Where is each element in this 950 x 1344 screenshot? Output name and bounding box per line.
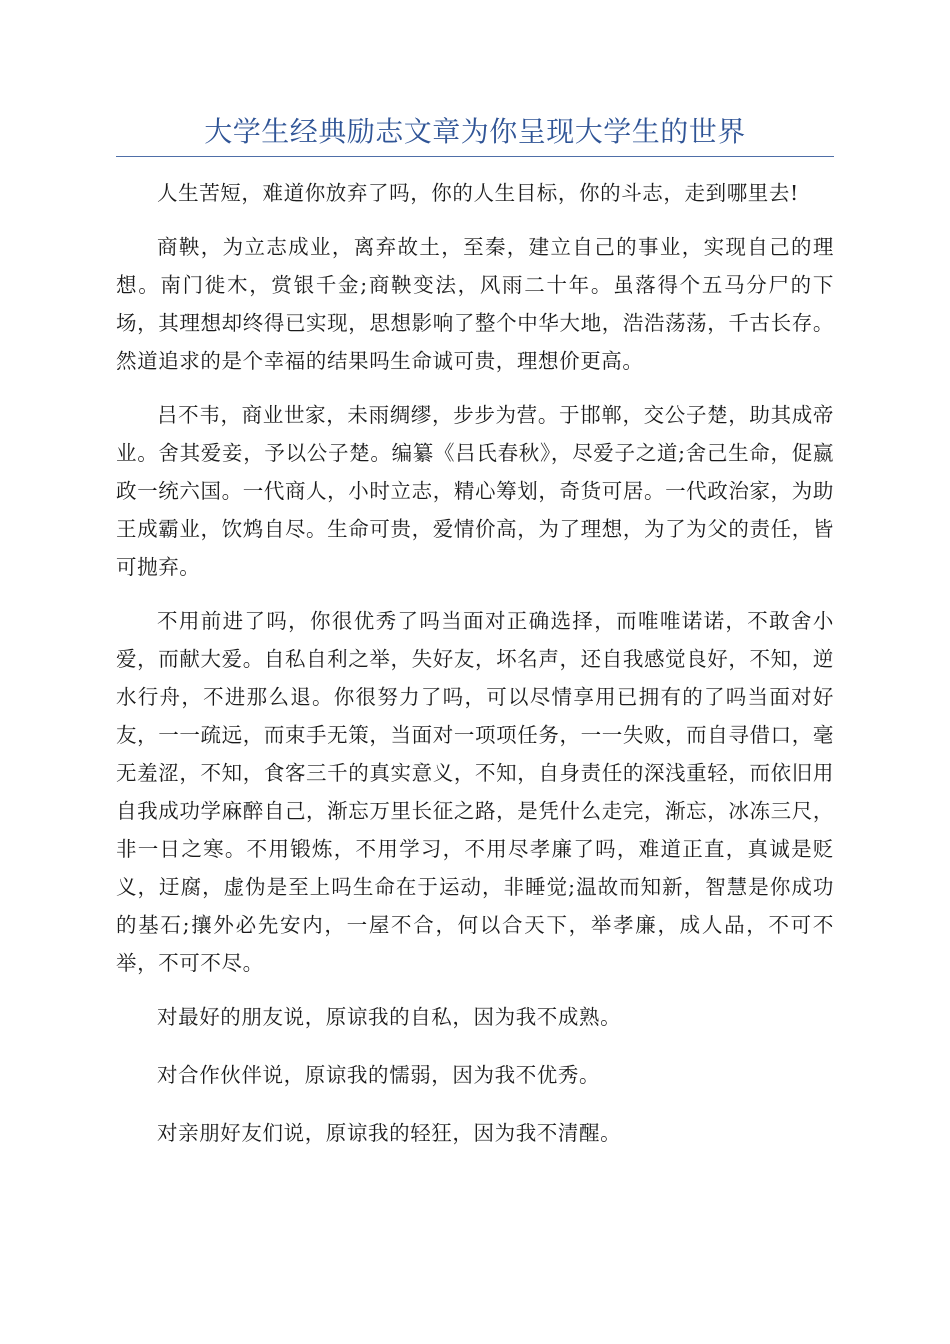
paragraph-partner: 对合作伙伴说，原谅我的懦弱，因为我不优秀。 — [157, 1063, 601, 1087]
paragraph-shang-yang: 商鞅，为立志成业，离弃故土，至秦，建立自己的事业，实现自己的理想。南门徙木，赏银千金;商鞅变法，风雨二十年。虽落得个五马分尸的下场，其理想却终得已实现，思想影响了整个中华大地，浩浩荡荡，千古长存。然道追求的是个幸福的结果吗生命诚可贵，理想价更高。 — [116, 235, 834, 373]
title-block — [116, 112, 834, 157]
paragraph-family: 对亲朋好友们说，原谅我的轻狂，因为我不清醒。 — [157, 1121, 622, 1145]
paragraph-best-friend: 对最好的朋友说，原谅我的自私，因为我不成熟。 — [157, 1005, 622, 1029]
paragraph-intro: 人生苦短，难道你放弃了吗，你的人生目标，你的斗志，走到哪里去! — [157, 181, 799, 205]
article-body — [116, 174, 834, 1172]
page-title: 大学生经典励志文章为你呈现大学生的世界 — [204, 115, 746, 148]
paragraph-reflection: 不用前进了吗，你很优秀了吗当面对正确选择，而唯唯诺诺，不敢舍小爱，而献大爱。自私自利之举，失好友，坏名声，还自我感觉良好，不知，逆水行舟，不进那么退。你很努力了吗，可以尽情享用已拥有的了吗当面对好友，一一疏远，而束手无策，当面对一项项任务，一一失败，而自寻借口，毫无羞涩，不知，食客三千的真实意义，不知，自身责任的深浅重轻，而依旧用自我成功学麻醉自己，渐忘万里长征之路，是凭什么走完，渐忘，冰冻三尺，非一日之寒。不用锻炼，不用学习，不用尽孝廉了吗，难道正直，真诚是贬义，迂腐，虚伪是至上吗生命在于运动，非睡觉;温故而知新，智慧是你成功的基石;攘外必先安内，一屋不合，何以合天下，举孝廉，成人品，不可不举，不可不尽。 — [116, 609, 834, 975]
paragraph-lu-buwei: 吕不韦，商业世家，未雨绸缪，步步为营。于邯郸，交公子楚，助其成帝业。舍其爱妾，予以公子楚。编纂《吕氏春秋》，尽爱子之道;舍己生命，促嬴政一统六国。一代商人，小时立志，精心筹划，奇货可居。一代政治家，为助王成霸业，饮鸩自尽。生命可贵，爱情价高，为了理想，为了为父的责任，皆可抛弃。 — [116, 403, 834, 579]
